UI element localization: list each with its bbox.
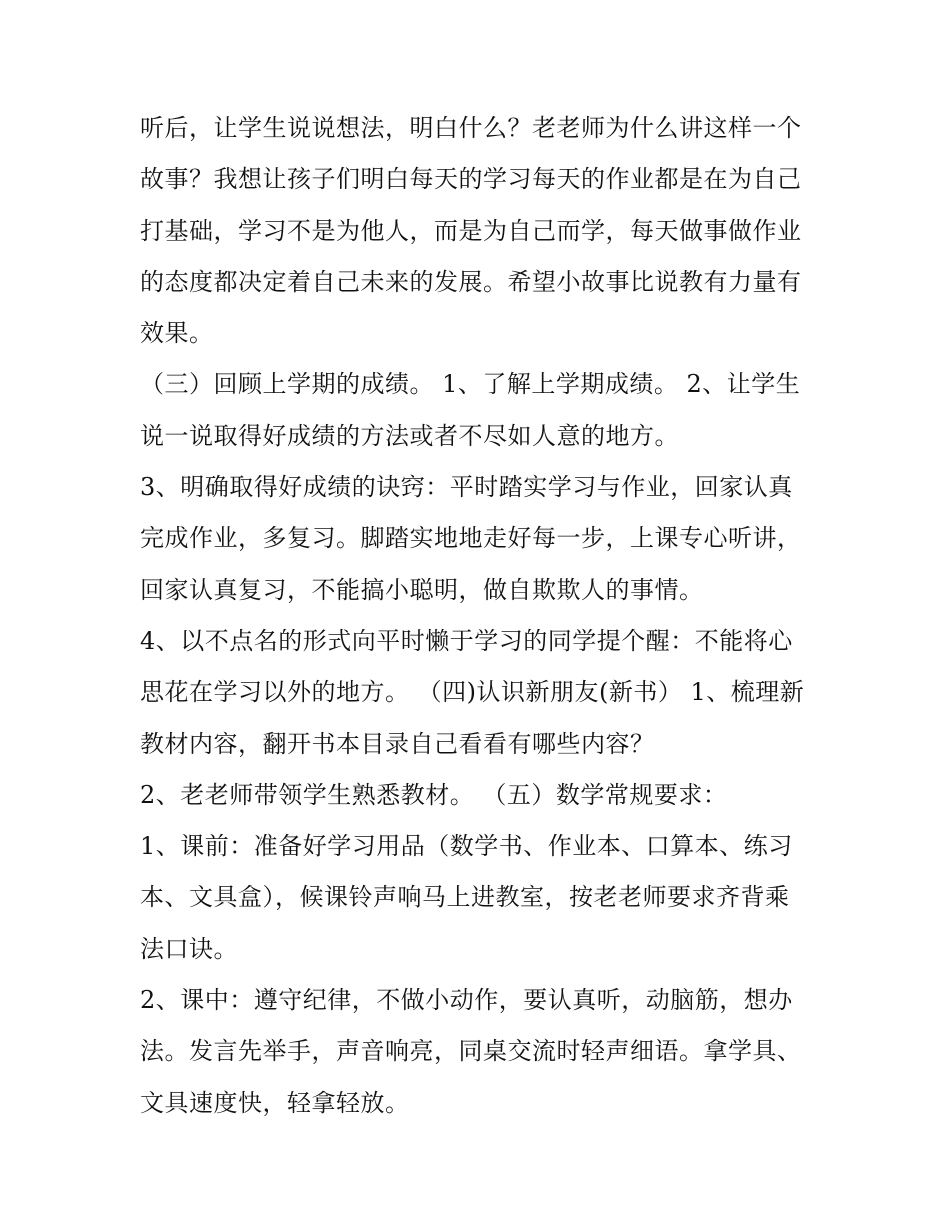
paragraph-before-class xyxy=(140,821,820,975)
text-line: 的态度都决定着自己未来的发展。希望小故事比说教有力量有 xyxy=(140,267,802,296)
paragraph-textbook-routine xyxy=(140,770,820,821)
text-line: 法口诀。 xyxy=(140,934,238,963)
text-line: 思花在学习以外的地方。 （四)认识新朋友(新书） 1、梳理新 xyxy=(140,678,805,707)
text-line: 回家认真复习，不能搞小聪明，做自欺欺人的事情。 xyxy=(140,575,704,604)
text-line: （三）回顾上学期的成绩。 1、了解上学期成绩。 2、让学生 xyxy=(140,370,801,399)
text-line: 1、课前：准备好学习用品（数学书、作业本、口算本、练习 xyxy=(140,832,793,861)
text-line: 打基础，学习不是为他人，而是为自己而学，每天做事做作业 xyxy=(140,216,802,245)
text-line: 故事？我想让孩子们明白每天的学习每天的作业都是在为自己 xyxy=(140,165,802,194)
text-line: 2、老老师带领学生熟悉教材。 （五）数学常规要求： xyxy=(140,780,728,809)
text-line: 文具速度快，轻拿轻放。 xyxy=(140,1088,410,1117)
text-line: 说一说取得好成绩的方法或者不尽如人意的地方。 xyxy=(140,421,679,450)
text-line: 听后，让学生说说想法，明白什么？老老师为什么讲这样一个 xyxy=(140,114,802,142)
text-line: 4、以不点名的形式向平时懒于学习的同学提个醒：不能将心 xyxy=(140,626,793,655)
document-body xyxy=(140,103,820,1129)
text-line: 完成作业，多复习。脚踏实地地走好每一步，上课专心听讲， xyxy=(140,524,802,553)
text-line: 3、明确取得好成绩的诀窍：平时踏实学习与作业，回家认真 xyxy=(140,473,793,502)
paragraph-review-grades xyxy=(140,359,820,462)
text-line: 本、文具盒），候课铃声响马上进教室，按老老师要求齐背乘 xyxy=(140,883,790,912)
paragraph-story-reflection xyxy=(140,103,820,359)
text-line: 法。发言先举手，声音响亮，同桌交流时轻声细语。拿学具、 xyxy=(140,1037,802,1066)
text-line: 效果。 xyxy=(140,319,214,348)
text-line: 2、课中：遵守纪律，不做小动作，要认真听，动脑筋，想办 xyxy=(140,986,793,1015)
paragraph-during-class xyxy=(140,975,820,1129)
paragraph-reminder-new-books xyxy=(140,616,820,770)
paragraph-success-tips xyxy=(140,462,820,616)
text-line: 教材内容，翻开书本目录自己看看有哪些内容？ xyxy=(140,729,655,758)
